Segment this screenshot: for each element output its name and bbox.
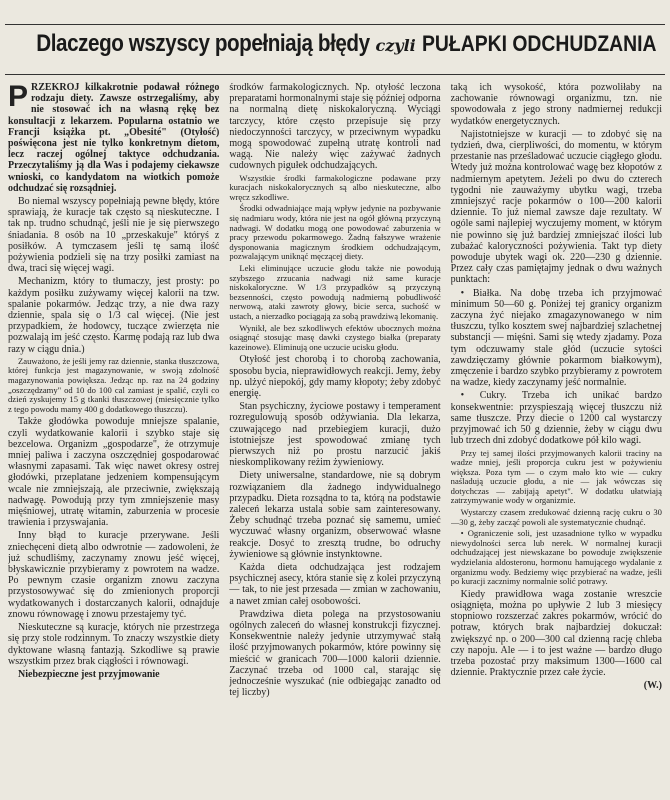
paragraph: Kiedy prawidłowa waga zostanie wreszcie osiągnięta, można po upływie 2 lub 3 miesięcy stopniowo rozszerzać zakres pokarmów, wrócić do potraw, których brak najbardziej dokuczał: zwiększyć np. o 200—300 cal dzienną rację chleba czy napoju. Ale — i to jest ważne — bardzo długo trzeba pozostać przy maksimum 1300—1600 cal dziennie. Praktycznie przez całe życie. bbox=[450, 588, 662, 679]
paragraph-small: Wynikł, ale bez szkodliwych efektów ubocznych można osiągnąć stosując masę dawki czystego białka (preparaty kazeinowe). Eliminują one uczucie ucisku głodu. bbox=[229, 322, 441, 352]
paragraph: taką ich wysokość, która pozwoliłaby na zachowanie równowagi organizmu, tzn. nie spowodowała z jego strony nadmiernej redukcji wydatków energetycznych. bbox=[450, 82, 662, 127]
paragraph: • Cukry. Trzeba ich unikać bardzo konsekwentnie: przyspieszają więcej tłuszczu niż same tłuszcze. Przy diecie o 1200 cal wystarczy przyjmować ich 50 g dziennie, żeby w ciągu dwu lub trzech dni zdobyć dodatkowe pół kilo wagi. bbox=[450, 390, 662, 447]
drop-cap: P bbox=[8, 82, 29, 113]
column-2 bbox=[229, 82, 440, 794]
title-connector: czyli bbox=[375, 36, 416, 55]
paragraph: Inny błąd to kuracje przerywane. Jeśli zniechęceni dietą albo odwrotnie — zadowoleni, że już schudliśmy, zaczynamy znowu jeść więcej, błyskawicznie przybieramy z powrotem na wadze. Po pewnym czasie organizm znowu zaczyna przystosowywać się do zmienionych proporcji wydatkowanych i dostarczanych kalorii, odnajduje znowu równowagę i znowu przestajemy tyć. bbox=[8, 530, 220, 620]
paragraph: Najistotniejsze w kuracji — to zdobyć się na tydzień, dwa, cierpliwości, do momentu, w którym przestanie nas prześladować uczucie ciągłego głodu. Wtedy już można kontrolować wagę bez kłopotów z nadmiernym apetytem. Jeżeli po dwu do czterech tygodni nie zauważymy ubytku wagi, trzeba zmniejszyć racje pokarmów o 100—200 kalorii dziennie. To już niemal zawsze daje rezultaty. W ogóle sami najlepiej wyczujemy moment, w którym nie powinno się już bardziej zmniejszać ilości lub zubażać kaloryczności pożywienia. Takt typ diety powoduje ubytek wagi ok. 220—230 g dziennie. Przez cały czas pamiętajmy jednak o dwu ważnych punktach: bbox=[450, 128, 662, 286]
article-body bbox=[8, 82, 662, 794]
paragraph-small: Leki eliminujące uczucie głodu także nie powodują szybszego zrzucania nadwagi niż same kuracje niskokaloryczne. W 1/3 przypadków są przyczyną bezsenności, często powodują nadmierną pobudliwość nerwową, ataki zawroty głowy, bicie serca, suchość w ustach, a nierzadko pociągają za sobą prawdziwą lekomanię. bbox=[229, 262, 441, 321]
paragraph: Mechanizm, który to tłumaczy, jest prosty: po każdym posiłku zużywamy więcej kalorii na tzw. spalanie pokarmów. Jedząc trzy, a nie dwa razy dziennie, spala się o 1/3 cal więcej. (Nie jest przypadkiem, że hodowcy, tuczące zwierzęta nie pozwalają im jeść często. Karmę podają raz lub dwa razy w ciągu dnia.) bbox=[8, 276, 220, 355]
paragraph-small: • Ograniczenie soli, jest uzasadnione tylko w wypadku niewydolności serca lub nerek. W normalnej kuracji odchudzającej jest niewskazane bo powoduje zwiększenie wydzielania aldosteronu, hormonu hamującego wydalanie z organizmu wody. Bedziemy więc przybierać na wadze, jeśli po kuracji zacznimy normalnie solić potrawy. bbox=[450, 528, 662, 587]
paragraph-small: Środki odwadniające mają wpływ jedynie na pozbywanie się nadmiaru wody, która nie jest na ogół główną przyczyną nadwagi. W dodatku mogą one powodować zaburzenia w pracy przewodu pokarmowego. Żadną fałszywe wrażenie dysponowania magicznym środkiem odchudzającym, pozwalającym uniknąć męczącej diety. bbox=[229, 203, 441, 262]
paragraph-small: Wszystkie środki farmakologiczne podawane przy kuracjach niskokalorycznych są albo nieskuteczne, albo wręcz szkodliwe. bbox=[229, 172, 441, 202]
paragraph-small: Zauważono, że jeśli jemy raz dziennie, stanka tłuszczowa, której funkcja jest magazynowanie, w swoją zdolność magazynowania powiększa. Jedząc np. raz na 24 godziny „oszczędzamy" od 10 do 100 cal zamiast je spalić, czyli co dzień zyskujemy 15 g tkanki tłuszczowej (miesięcznie tylko z tego powodu mamy 400 g dodatkowego tłuszczu). bbox=[8, 355, 220, 414]
article-title: Dlaczego wszyscy popełniają błędy bbox=[36, 30, 370, 57]
paragraph: Każda dieta odchudzająca jest rodzajem psychicznej asecy, która stanie się z kolei przyczyną — tak, to nie jest przesada — zmian w zachowaniu, a nawet zmian całej osobowości. bbox=[229, 561, 441, 607]
article-subtitle: PUŁAPKI ODCHUDZANIA bbox=[421, 31, 657, 56]
paragraph: Nieskuteczne są kuracje, których nie przestrzega się przy stole rodzinnym. To znaczy wszystkie diety dyktowane własną fantazją. Szkodliwe są prawie wszystkim przez brak ciągłości i równowagi. bbox=[8, 622, 220, 667]
headline-rule bbox=[5, 74, 665, 75]
column-3 bbox=[451, 82, 662, 794]
paragraph: Bo niemal wszyscy popełniają pewne błędy, które sprawiają, że kuracje tak często są nieskuteczne. I tak np. trudno schudnąć, jeśli nie je się pierwszego śniadania. 8 osób na 10 „przeskakuje" któryś z posiłków. A tymczasem jeśli tę samą ilość pożywienia podzieli się na trzy posiłki zamiast na dwa, traci się więcej wagi. bbox=[8, 196, 220, 275]
paragraph-small: Wystarczy czasem zredukować dzienną rację cukru o 30—30 g, żeby zacząć powoli ale systematycznie chudnąć. bbox=[450, 507, 662, 527]
lead-paragraph bbox=[8, 82, 219, 194]
paragraph: Niebezpieczne jest przyjmowanie bbox=[18, 668, 160, 680]
paragraph: Diety uniwersalne, standardowe, nie są dobrym rozwiązaniem dla żadnego indywidualnego przypadku. Dieta rozsądna to ta, którą na podstawie zaleceń lekarza ustala sobie sam zainteresowany. Żeby schudnąć trzeba poznać się samemu, umieć wyczuwać własny organizm, obserwować własne reakcje. Dosyć to zresztą trudne, bo odruchy żywieniowe są głównie instynktowne. bbox=[229, 470, 441, 560]
paragraph-small: Przy tej samej ilości przyjmowanych kalorii traciny na wadze mniej, jeśli proporcja cukru jest w pożywieniu większa. Poza tym — o czym mało kto wie — cukry naśladują uczucie głodu, a nie — jak wówczas się dotychczas — zabijają apetyt". W dodatku ułatwiają zatrzymywanie wody w organizmie. bbox=[450, 447, 662, 506]
paragraph: Stan psychiczny, życiowe postawy i temperament rozregulowują sposób odżywiania. Dla lekarza, czuwającego nad przebiegiem kuracji, dużo istotniejsze jest spowodować zmianę tych pierwszych niż po prostu narzucić jakiś nieskomplikowany reżim żywieniowy. bbox=[229, 401, 441, 469]
paragraph: Także głodówka powoduje mniejsze spalanie, czyli wydatkowanie kalorii i szybko staje się bezcelowa. Organizm „gospodarze", że otrzymuje mniej paliwa i zaczyna oszczędniej gospodarować własnymi zapasami. Tak więc nawet okresy ostrej głodówki, przeplatane jedzeniem kompensującym wcale nie zmniejszają, ale przeciwnie, zwiększają nadwagę. Powodują przy tym zmniejszenie masy mięśniowej, utratę witamin, zaburzenia w procesie trawienia i przyswajania. bbox=[8, 416, 220, 529]
byline: (W.) bbox=[643, 680, 662, 692]
top-rule bbox=[5, 24, 665, 25]
paragraph: Otyłość jest chorobą i to chorobą zachowania, sposobu bycia, nieprawidłowych reakcji. Jemy, żeby np. ulżyć niepokój, gdy mamy kłopoty; żeby zdobyć energię. bbox=[229, 354, 441, 399]
paragraph: środków farmakologicznych. Np. otyłość leczona preparatami hormonalnymi staje się później odporna na normalną dietę niskokaloryczną. Wyciągi tarczycy, które często przepisuje się przy niedoczynności tarczycy, w przeciwnym wypadku mogą spowodować zupełną utratę kontroli nad wagą. Nie należy więc zażywać żadnych cudownych pigułek odchudzających. bbox=[229, 82, 441, 172]
paragraph: • Białka. Na dobę trzeba ich przyjmować minimum 50—60 g. Poniżej tej granicy organizm zaczyna żyć niejako zmagazynowanego w nim tłuszczu, tylko kosztem swej najbardziej szlachetnej substancji — mięśni. Sami się wtedy zjadamy. Poza tym odczuwamy stale głód (uczucie sytości zawdzięczamy głównie pokarmom białkowym), zmęczenie i bardzo szybko przybieramy z powrotem na wadze, kiedy zaczynamy jeść normalnie. bbox=[450, 287, 662, 389]
headline bbox=[0, 30, 670, 72]
column-1 bbox=[8, 82, 219, 794]
paragraph: Prawdziwa dieta polega na przystosowaniu ogólnych zaleceń do własnej konstrukcji fizycznej. Konsekwentnie należy jedynie utrzymywać stałą ilość przyjmowanych pokarmów, które powinny się mieścić w granicach 700—1000 kalorii dziennie. Zaczynać trzeba od 1000 cal, starając się jednocześnie wyszukać (nie odbiegając zanadto od tej liczby) bbox=[229, 608, 441, 699]
lead-text: RZEKRÓJ kilkakrotnie podawał różnego rodzaju diety. Zawsze ostrzegaliśmy, aby nie stosować ich na własną rękę bez konsultacji z lekarzem. Popularna ostatnio we Francji książka pt. „Obesité" (Otyłość) poświęcona jest nie tylko konkretnym dietom, lecz raczej ogólnej taktyce odchudzania. Przeczytaliśmy ją dla Was i podajemy ciekawsze wnioski, co kandydatom na wiotkich pomoże odchudzać się rozsądniej. bbox=[8, 82, 220, 194]
